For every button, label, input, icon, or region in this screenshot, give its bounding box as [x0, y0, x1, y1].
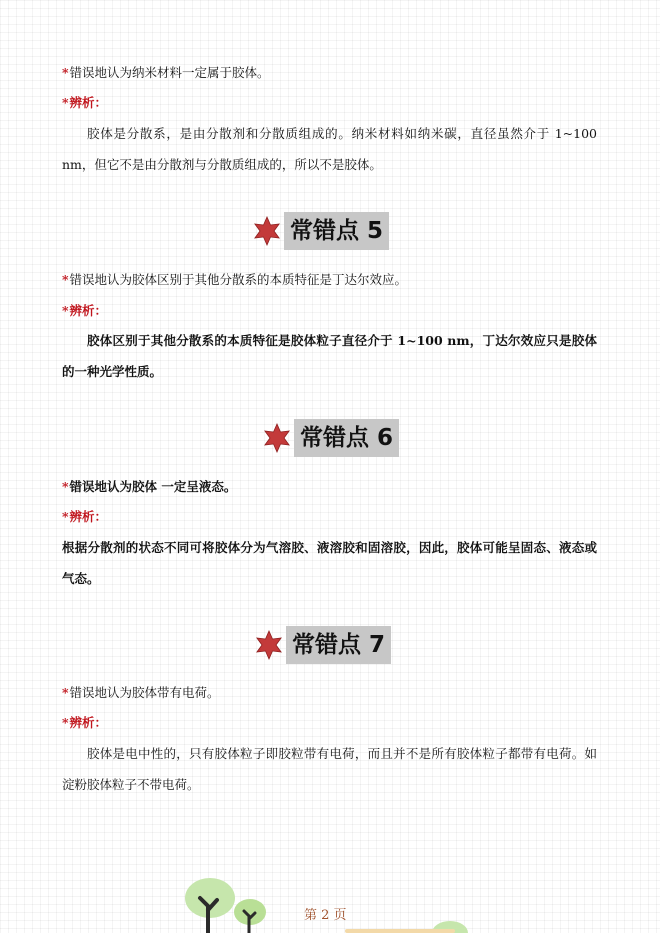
mistake-line: *错误地认为胶体带有电荷。	[62, 685, 220, 700]
page-number: 第 2 页	[304, 908, 347, 923]
small-tree-illustration	[233, 898, 267, 933]
asterisk-bullet-icon: *	[62, 715, 69, 730]
ground-line-illustration	[345, 927, 455, 933]
asterisk-bullet-icon: *	[62, 272, 69, 287]
explanation-paragraph: 根据分散剂的状态不同可将胶体分为气溶胶、液溶胶和固溶胶，因此，胶体可能呈固态、液态或气态。	[62, 540, 597, 586]
heading-title: 常错点 7	[286, 626, 391, 664]
six-point-star-icon	[262, 423, 292, 453]
tree-illustration	[184, 876, 236, 933]
analysis-label: *辨析：	[62, 303, 108, 318]
six-point-star-icon	[254, 630, 284, 660]
asterisk-bullet-icon: *	[62, 509, 69, 524]
explanation-paragraph: 胶体是分散系，是由分散剂和分散质组成的。纳米材料如纳米碳，直径虽然介于 1~100 nm，但它不是由分散剂与分散质组成的，所以不是胶体。	[62, 126, 597, 172]
mistake-line: *错误地认为纳米材料一定属于胶体。	[62, 65, 270, 80]
explanation-paragraph: 胶体是电中性的，只有胶体粒子即胶粒带有电荷，而且并不是所有胶体粒子都带有电荷。如淀粉胶体粒子不带电荷。	[62, 746, 597, 792]
heading-title: 常错点 6	[294, 419, 399, 457]
explanation-paragraph: 胶体区别于其他分散系的本质特征是胶体粒子直径介于 1~100 nm，丁达尔效应只是胶体的一种光学性质。	[62, 333, 597, 379]
asterisk-bullet-icon: *	[62, 479, 69, 494]
heading-title: 常错点 5	[284, 212, 389, 250]
asterisk-bullet-icon: *	[62, 303, 69, 318]
analysis-label: *辨析：	[62, 509, 108, 524]
mistake-line: *错误地认为胶体区别于其他分散系的本质特征是丁达尔效应。	[62, 272, 408, 287]
six-point-star-icon	[252, 216, 282, 246]
asterisk-bullet-icon: *	[62, 685, 69, 700]
analysis-label: *辨析：	[62, 95, 108, 110]
mistake-line: *错误地认为胶体 一定呈液态。	[62, 479, 237, 494]
asterisk-bullet-icon: *	[62, 65, 69, 80]
analysis-label: *辨析：	[62, 715, 108, 730]
asterisk-bullet-icon: *	[62, 95, 69, 110]
